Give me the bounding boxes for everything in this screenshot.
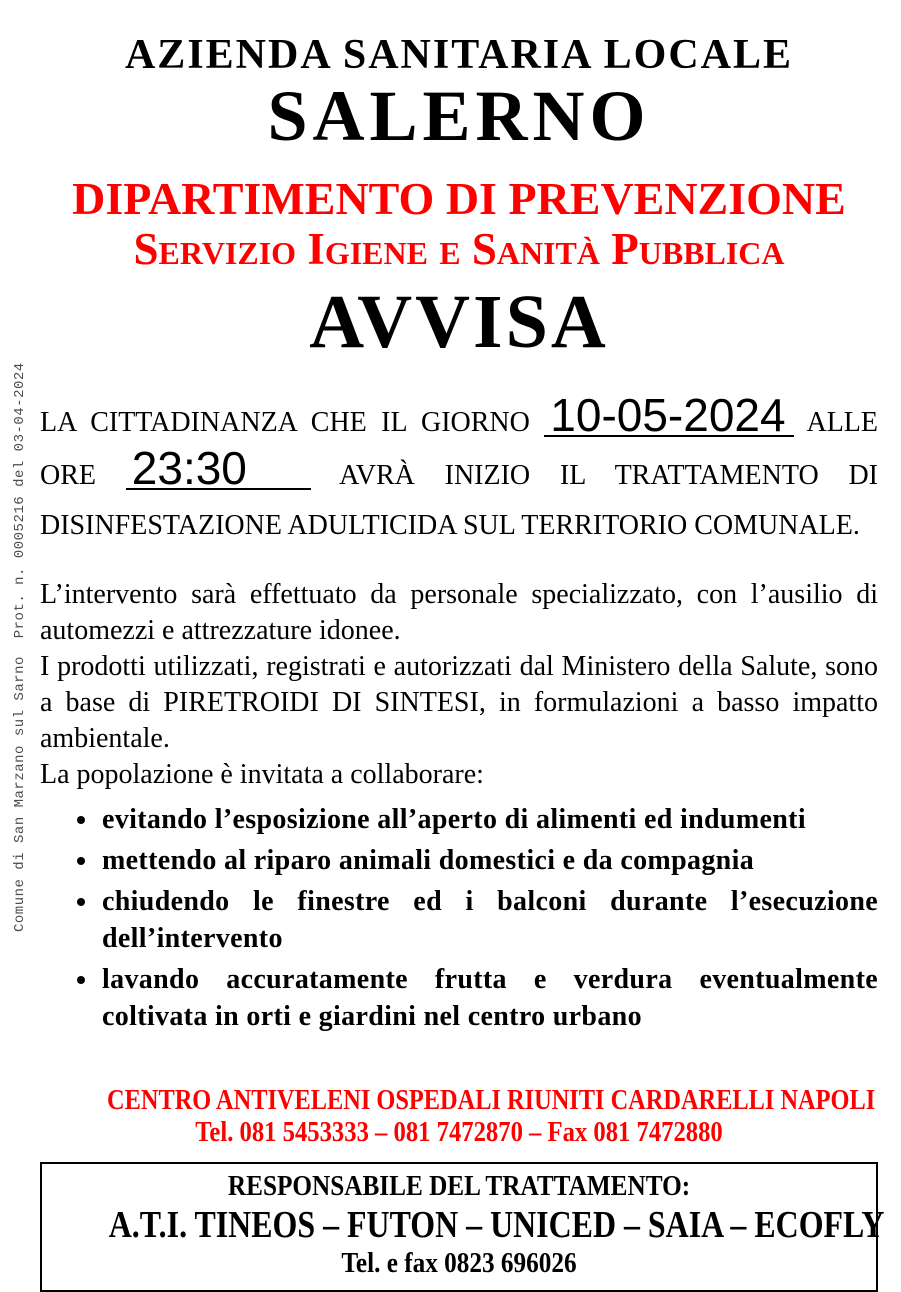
notice-line-2: [40, 442, 879, 501]
poison-center-name: CENTRO ANTIVELENI OSPEDALI RIUNITI CARDARELLI NAPOLI: [107, 1084, 876, 1116]
poison-center-phones: Tel. 081 5453333 – 081 7472870 – Fax 081 7472880: [195, 1117, 723, 1148]
date-field: 10-05-2024: [544, 395, 793, 437]
body-paragraphs: [40, 577, 878, 793]
list-item: • evitando l’esposizione all’aperto di alimenti ed indumenti: [100, 801, 878, 838]
responsible-companies: A.T.I. TINEOS – FUTON – UNICED – SAIA – ECOFLY: [108, 1204, 885, 1246]
notice-line-1: [40, 389, 878, 448]
list-item: • mettendo al riparo animali domestici e da compagnia: [100, 842, 878, 879]
notice-line2-pre: ORE: [40, 460, 96, 491]
responsible-phone: Tel. e fax 0823 696026: [341, 1247, 577, 1279]
paragraph-prodotti: I prodotti utilizzati, registrati e autorizzati dal Ministero della Salute, sono a base di PIRETROIDI DI SINTESI, in formulazioni a basso impatto ambientale.: [40, 651, 878, 754]
paragraph-popolazione: La popolazione è invitata a collaborare:: [40, 759, 484, 790]
notice-line-3: DISINFESTAZIONE ADULTICIDA SUL TERRITORIO COMUNALE.: [40, 510, 860, 541]
protocol-stamp-vertical: Comune di San Marzano sul Sarno Prot. n. 0005216 del 03-04-2024: [12, 362, 28, 932]
announcement-title: AVVISA: [309, 280, 609, 364]
department-heading: DIPARTIMENTO DI PREVENZIONE: [72, 173, 846, 224]
notice-document: [40, 0, 885, 1292]
org-name-line2: SALERNO: [267, 76, 651, 156]
responsible-title: RESPONSABILE DEL TRATTAMENTO:: [227, 1170, 691, 1202]
notice-line1-pre: LA CITTADINANZA CHE IL GIORNO: [40, 407, 530, 438]
time-field: 23:30: [126, 448, 311, 490]
list-item: • lavando accuratamente frutta e verdura eventualmente coltivata in orti e giardini nel centro urbano: [100, 961, 878, 1035]
org-name-line1: AZIENDA SANITARIA LOCALE: [124, 32, 794, 78]
list-item: • chiudendo le finestre ed i balconi durante l’esecuzione dell’intervento: [100, 883, 878, 957]
responsible-box: [40, 1162, 885, 1292]
precaution-list: [40, 801, 878, 1035]
notice-section: [40, 389, 879, 551]
notice-line1-post: ALLE: [806, 407, 878, 438]
notice-line2-post: AVRÀ INIZIO IL TRATTAMENTO DI: [339, 460, 879, 491]
paragraph-intervento: L’intervento sarà effettuato da personale specializzato, con l’ausilio di automezzi e attrezzature idonee.: [40, 579, 878, 646]
service-heading: Servizio Igiene e Sanità Pubblica: [133, 224, 785, 274]
poison-center-section: [40, 1085, 878, 1148]
